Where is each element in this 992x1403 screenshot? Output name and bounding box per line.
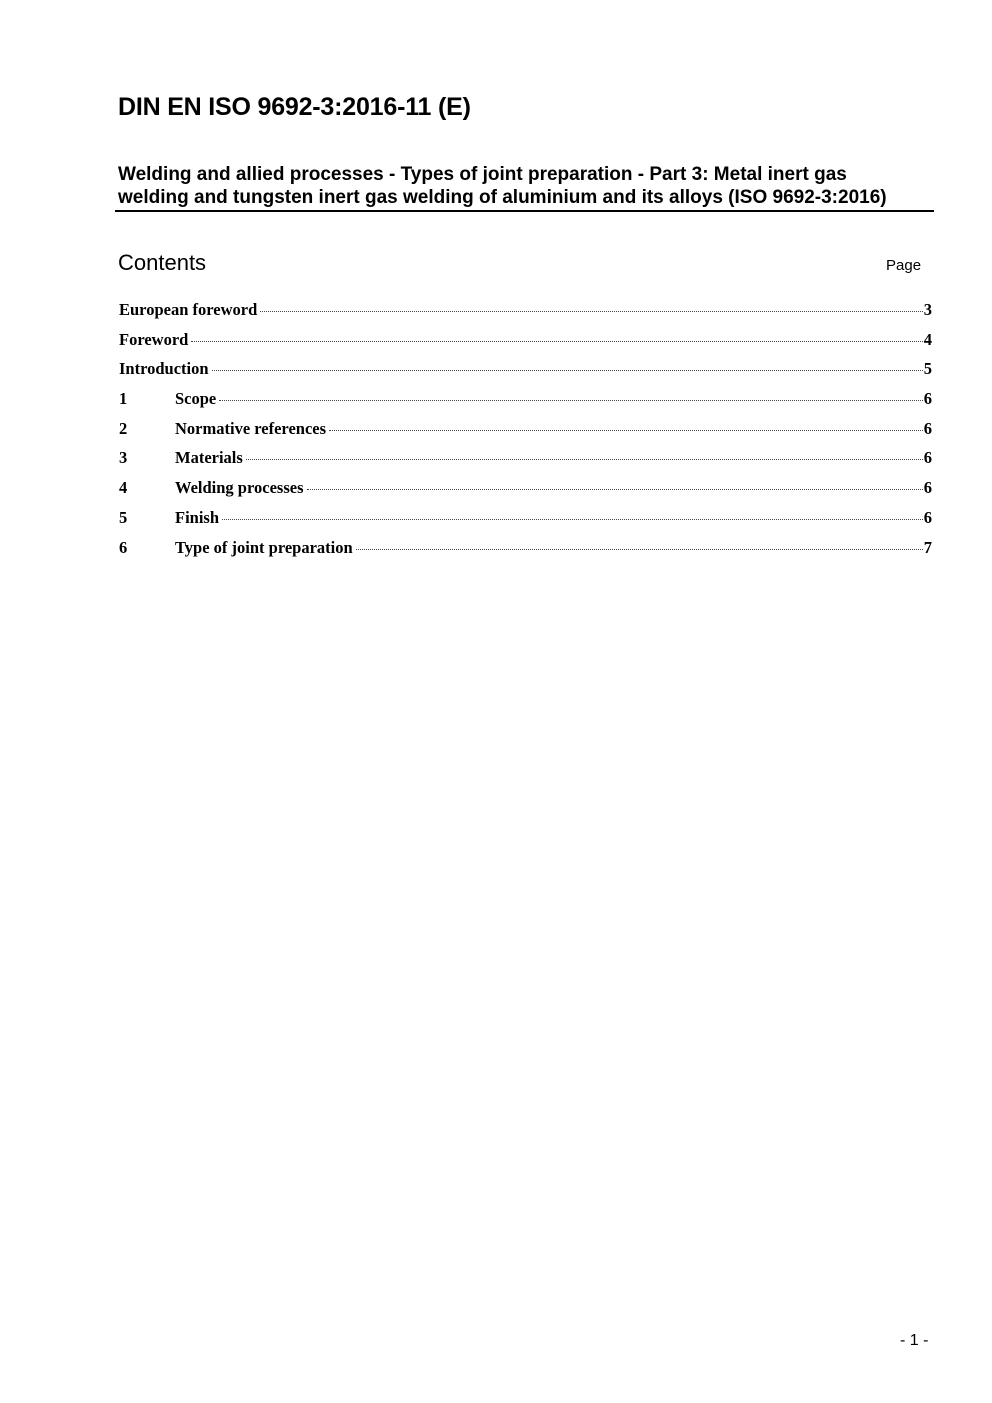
toc-entry-label: Finish [175,507,220,527]
toc-dot-leader [329,430,923,431]
toc-dot-leader [219,400,923,401]
toc-entry-label: Scope [175,389,217,409]
toc-entry-type-of-joint-preparation[interactable] [119,538,932,568]
table-of-contents [119,300,932,567]
toc-dot-leader [246,459,923,460]
toc-entry-page: 7 [923,537,932,557]
toc-entry-page: 6 [923,418,932,438]
document-title-line: Welding and allied processes - Types of joint preparation - Part 3: Metal inert gas [118,164,847,185]
toc-entry-label: Welding processes [175,478,304,498]
toc-entry-number: 2 [119,418,128,438]
toc-dot-leader [191,341,922,342]
title-underline-rule [115,210,934,212]
toc-entry-page: 6 [923,478,932,498]
toc-entry-introduction[interactable] [119,359,932,389]
toc-entry-number: 6 [119,537,128,557]
toc-entry-page: 6 [923,389,932,409]
toc-dot-leader [222,519,923,520]
toc-entry-label: Type of joint preparation [175,537,353,557]
toc-dot-leader [212,370,923,371]
document-title-line: welding and tungsten inert gas welding of aluminium and its alloys (ISO 9692-3:2016) [118,187,887,208]
toc-entry-label: European foreword [119,300,258,319]
toc-entry-european-foreword[interactable] [119,300,932,330]
document-id: DIN EN ISO 9692-3:2016-11 (E) [118,93,471,121]
toc-entry-page: 5 [923,359,932,379]
toc-entry-label: Materials [175,448,243,468]
toc-entry-welding-processes[interactable] [119,478,932,508]
toc-dot-leader [356,549,923,550]
toc-entry-finish[interactable] [119,508,932,538]
toc-entry-scope[interactable] [119,389,932,419]
contents-heading: Contents [118,250,207,275]
page-number: - 1 - [900,1332,929,1349]
toc-entry-label: Foreword [119,329,189,349]
toc-entry-foreword[interactable] [119,330,932,360]
toc-entry-number: 1 [119,389,128,409]
toc-dot-leader [307,489,923,490]
toc-entry-number: 5 [119,507,128,527]
toc-entry-page: 3 [923,300,932,319]
document-title [118,163,933,209]
toc-entry-page: 4 [923,329,932,349]
toc-entry-number: 3 [119,448,128,468]
toc-entry-normative-references[interactable] [119,419,932,449]
toc-entry-materials[interactable] [119,448,932,478]
toc-entry-page: 6 [923,507,932,527]
toc-entry-label: Introduction [119,359,209,379]
toc-entry-page: 6 [923,448,932,468]
page-column-heading: Page [886,257,922,274]
toc-entry-number: 4 [119,478,128,498]
toc-entry-label: Normative references [175,418,327,438]
toc-dot-leader [260,311,922,312]
